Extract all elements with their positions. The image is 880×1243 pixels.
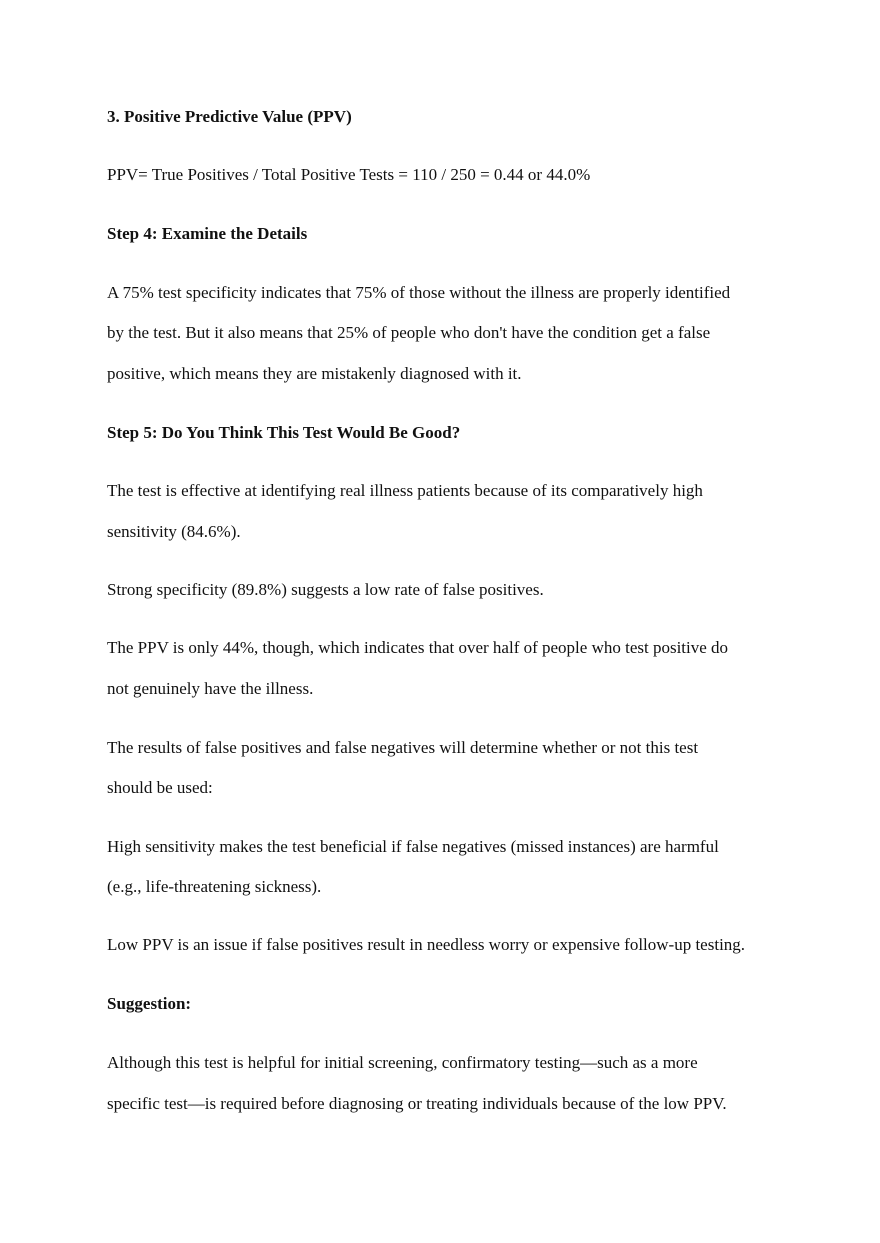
ppv-formula: PPV= True Positives / Total Positive Tests = 110 / 250 = 0.44 or 44.0% [107,165,591,184]
step5-paragraph2: Strong specificity (89.8%) suggests a low rate of false positives. [107,580,544,599]
step4-paragraph-line: positive, which means they are mistakenly diagnosed with it. [107,364,522,383]
step5-paragraph1-line: The test is effective at identifying real illness patients because of its comparatively high [107,481,703,500]
step4-heading: Step 4: Examine the Details [107,224,308,243]
step5-heading: Step 5: Do You Think This Test Would Be Good? [107,423,461,442]
step5-paragraph1-line: sensitivity (84.6%). [107,522,241,541]
step4-paragraph-line: by the test. But it also means that 25% of people who don't have the condition get a false [107,323,711,342]
suggestion-paragraph-line: Although this test is helpful for initial screening, confirmatory testing—such as a more [107,1053,698,1072]
step5-paragraph4-line: The results of false positives and false negatives will determine whether or not this test [107,738,699,757]
step4-paragraph-line: A 75% test specificity indicates that 75% of those without the illness are properly identified [107,283,731,302]
step5-paragraph5-line: (e.g., life-threatening sickness). [107,877,322,896]
step5-paragraph5-line: High sensitivity makes the test beneficial if false negatives (missed instances) are harmful [107,837,719,856]
step5-paragraph4-line: should be used: [107,778,213,797]
suggestion-paragraph-line: specific test—is required before diagnosing or treating individuals because of the low PPV. [107,1094,727,1113]
section-heading-ppv: 3. Positive Predictive Value (PPV) [107,107,352,126]
suggestion-heading: Suggestion: [107,994,192,1013]
step5-paragraph3-line: The PPV is only 44%, though, which indicates that over half of people who test positive do [107,638,729,657]
step5-paragraph3-line: not genuinely have the illness. [107,679,314,698]
step5-paragraph6: Low PPV is an issue if false positives result in needless worry or expensive follow-up testing. [107,935,746,954]
